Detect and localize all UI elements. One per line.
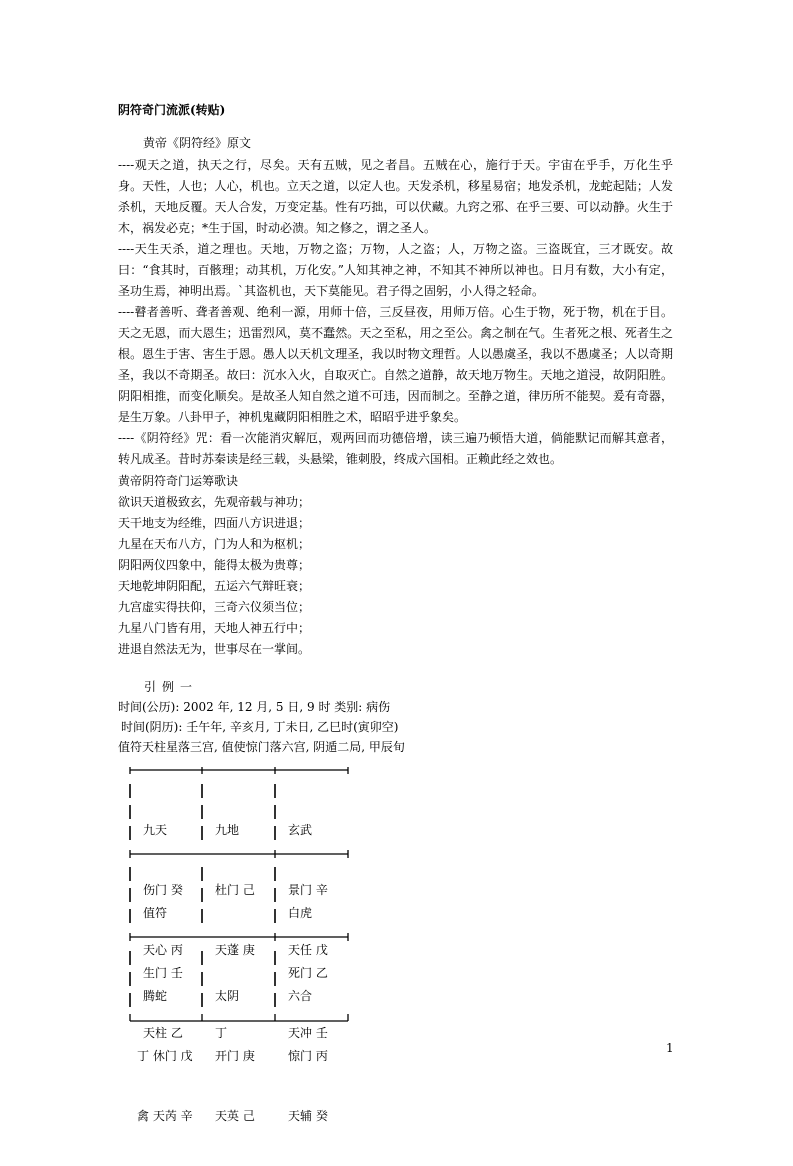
door-label: 死门 乙 bbox=[288, 966, 328, 980]
spirit-label: 太阴 bbox=[215, 989, 240, 1003]
spirit-label: 腾蛇 bbox=[143, 989, 168, 1003]
verse-line: 九星八门皆有用，天地人神五行中； bbox=[118, 621, 311, 635]
example-heading: 引例一 bbox=[144, 680, 199, 694]
star-label: 天心 丙 bbox=[143, 943, 183, 957]
star-label: 天蓬 庚 bbox=[215, 943, 255, 957]
scripture-text bbox=[118, 155, 673, 470]
paragraph: ----天生天杀，道之理也。天地，万物之盗；万物，人之盗；人，万物之盗。三盗既宜，三才既安。故曰：“食其时，百骸理；动其机，万化安。”人知其神之神，不知其不神所以神也。日月有数，大小有定，圣功生焉，神明出焉。`其盗机也，天下莫能见。君子得之固躬，小人得之轻命。 bbox=[118, 242, 673, 298]
chart-setup-line: 值符天柱星落三宫, 值使惊门落六宫, 阴遁二局, 甲辰旬 bbox=[118, 740, 405, 754]
spirit-label: 九地 bbox=[215, 823, 240, 837]
palace-cell-r3c2 bbox=[215, 946, 255, 1166]
verse-line: 九宫虚实得扶仰，三奇六仪须当位； bbox=[118, 600, 311, 614]
door-label: 惊门 丙 bbox=[288, 1049, 328, 1063]
spirit-label: 白虎 bbox=[288, 906, 313, 920]
spirit-label: 玄武 bbox=[288, 823, 313, 837]
verse-line: 九星在天布八方，门为人和为枢机； bbox=[118, 537, 311, 551]
document-title: 阴符奇门流派(转贴) bbox=[118, 103, 226, 117]
star-label: 禽 天芮 辛 bbox=[137, 1109, 193, 1123]
door-label: 景门 辛 bbox=[288, 883, 328, 897]
star-label: 天柱 乙 bbox=[143, 1026, 183, 1040]
page-number: 1 bbox=[666, 1041, 674, 1055]
door-label: 开门 庚 bbox=[215, 1049, 255, 1063]
verse-title: 黄帝阴符奇门运筹歌诀 bbox=[118, 474, 239, 488]
star-label: 天辅 癸 bbox=[288, 1109, 328, 1123]
star-label: 天英 己 bbox=[215, 1109, 255, 1123]
star-label: 天任 戊 bbox=[288, 943, 328, 957]
door-label: 丁 休门 戊 bbox=[137, 1049, 193, 1063]
spirit-label: 六合 bbox=[288, 989, 313, 1003]
verse-line: 进退自然法无为，世事尽在一掌间。 bbox=[118, 642, 311, 656]
door-label: 伤门 癸 bbox=[143, 883, 183, 897]
verse-line: 欲识天道极致玄，先观帝载与神功； bbox=[118, 495, 311, 509]
star-label: 丁 bbox=[215, 1026, 228, 1040]
spirit-label bbox=[215, 903, 230, 923]
spirit-label: 九天 bbox=[143, 823, 168, 837]
paragraph: ----《阴符经》咒：看一次能消灾解厄，观两回而功德倍增，读三遍乃顿悟大道，倘能默记而解其意者，转凡成圣。昔时苏秦读是经三载，头悬梁，锥刺股，终成六国相。正赖此经之效也。 bbox=[118, 431, 673, 466]
door-label: 生门 壬 bbox=[143, 966, 183, 980]
lunar-time-line: 时间(阴历): 壬午年, 辛亥月, 丁未日, 乙巳时(寅卯空) bbox=[121, 720, 399, 734]
palace-cell-r3c3 bbox=[288, 946, 328, 1166]
spirit-label: 值符 bbox=[143, 906, 168, 920]
star-label: 天冲 壬 bbox=[288, 1026, 328, 1040]
solar-time-line: 时间(公历): 2002 年, 12 月, 5 日, 9 时 类别: 病伤 bbox=[118, 700, 391, 714]
door-label: 杜门 己 bbox=[215, 883, 255, 897]
paragraph: ----瞽者善听、聋者善观、绝利一源，用师十倍，三反昼夜，用师万倍。心生于物，死于物，机在于目。天之无恩，而大恩生；迅雷烈风，莫不蠢然。天之至私，用之至公。禽之制在气。生者死之根、死者生之根。恩生于害、害生于恩。愚人以天机文理圣，我以时物文理哲。人以愚虞圣，我以不愚虞圣；人以奇期圣，我以不奇期圣。故曰：沉水入火，自取灭亡。自然之道静，故天地万物生。天地之道浸，故阴阳胜。阴阳相推，而变化顺矣。是故圣人知自然之道不可违，因而制之。至静之道，律历所不能契。爰有奇器，是生万象。八卦甲子，神机鬼藏阴阳相胜之术，昭昭乎进乎象矣。 bbox=[118, 305, 673, 424]
verse-line: 天地乾坤阴阳配，五运六气辩旺衰； bbox=[118, 579, 311, 593]
paragraph: ----观天之道，执天之行，尽矣。天有五贼，见之者昌。五贼在心，施行于天。宇宙在乎手，万化生乎身。天性，人也；人心，机也。立天之道，以定人也。天发杀机，移星易宿；地发杀机，龙蛇起陆；人发杀机，天地反覆。天人合发，万变定基。性有巧拙，可以伏藏。九窍之邪、在乎三要、可以动静。火生于木，祸发必克；*生于国，时动必溃。知之修之，谓之圣人。 bbox=[118, 158, 673, 235]
example-meta bbox=[118, 697, 405, 757]
palace-cell-r3c1 bbox=[137, 946, 193, 1166]
verse-block bbox=[118, 471, 310, 660]
verse-line: 天干地支为经维，四面八方识进退； bbox=[118, 516, 311, 530]
verse-line: 阴阳两仪四象中，能得太极为贵尊； bbox=[118, 558, 311, 572]
scripture-subtitle: 黄帝《阴符经》原文 bbox=[143, 136, 252, 150]
